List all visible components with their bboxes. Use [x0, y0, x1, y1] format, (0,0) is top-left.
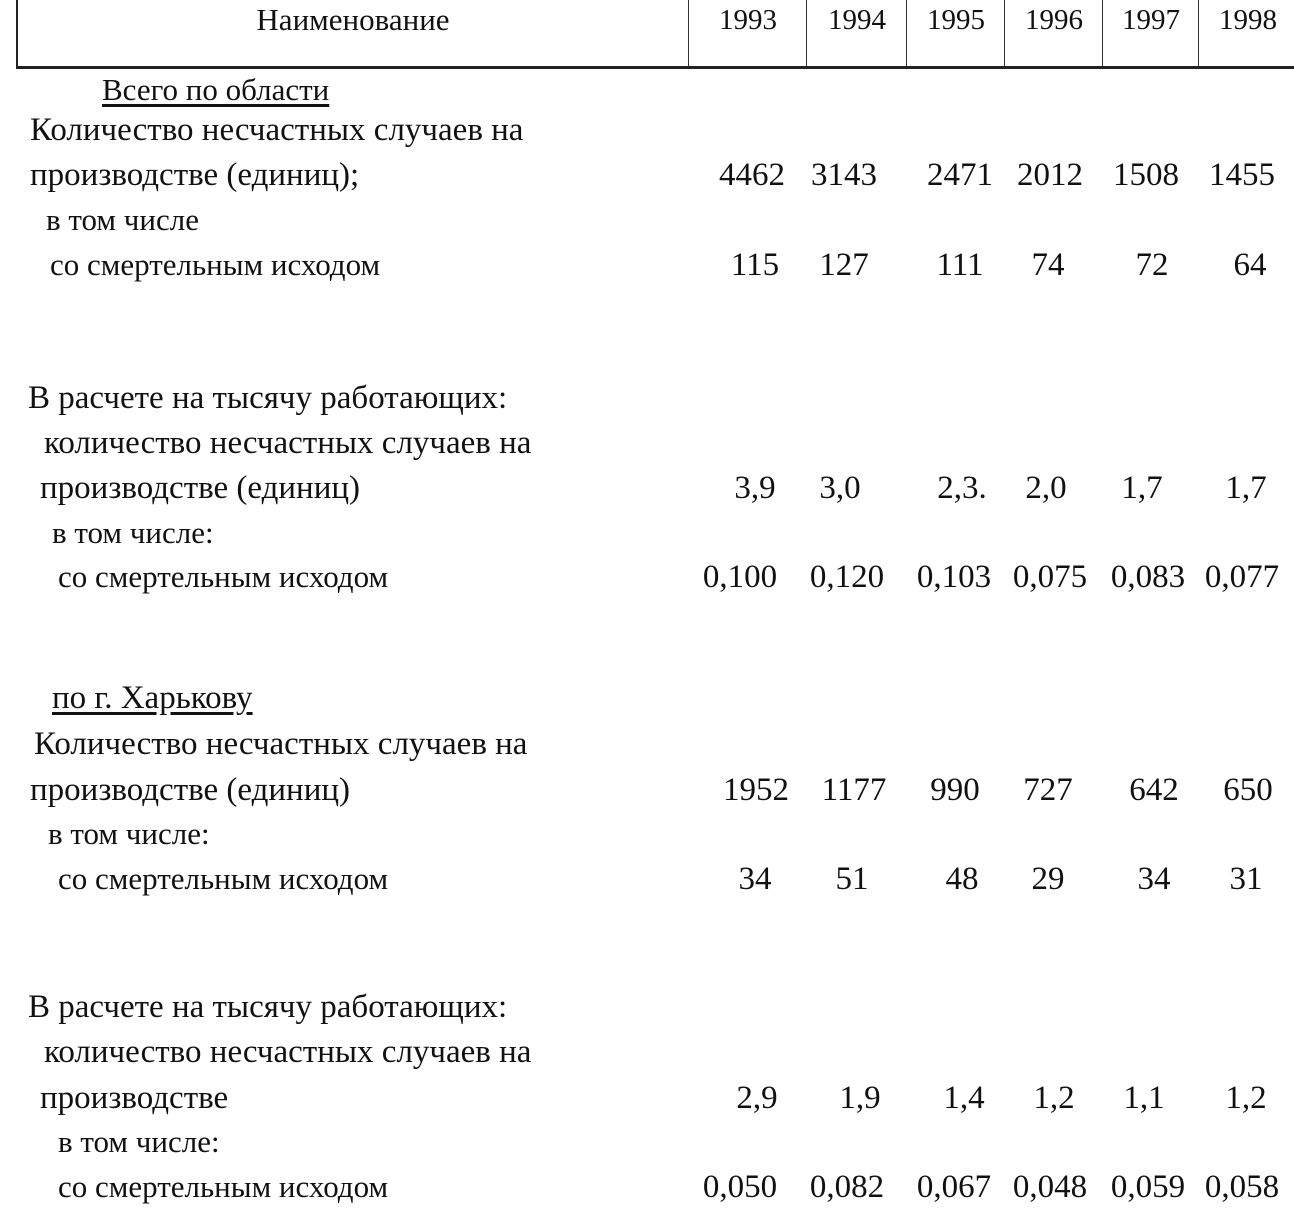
cell-1993: 3,9: [734, 470, 776, 506]
row-label: В расчете на тысячу работающих:: [28, 380, 508, 416]
cell-1997: 0,083: [1110, 559, 1186, 595]
row-label: со смертельным исходом: [58, 861, 389, 896]
cell-1994: 0,120: [809, 559, 885, 595]
header-year-text: 1995: [927, 4, 985, 36]
row-label: в том числе:: [58, 1124, 220, 1159]
cell-1995: 0,103: [916, 559, 992, 595]
cell-1996: 2,0: [1025, 470, 1067, 506]
cell-1995: 1,4: [943, 1080, 985, 1116]
header-year-1994: [806, 0, 907, 66]
cell-1994: 3,0: [819, 470, 861, 506]
table-row: [0, 198, 1294, 242]
row-label: в том числе: [46, 202, 199, 237]
header-year-1993: [688, 0, 807, 66]
cell-1998: 64: [1233, 247, 1267, 283]
cell-1995: 2471: [927, 157, 993, 193]
cell-1996: 0,048: [1012, 1169, 1088, 1205]
section-title-row: [0, 676, 1294, 720]
header-year-text: 1994: [828, 4, 886, 36]
cell-1993: 34: [738, 861, 772, 897]
section-title-row: [0, 68, 1294, 112]
row-label: Количество несчастных случаев на: [34, 726, 528, 762]
table-row: [0, 376, 1294, 420]
row-label: в том числе:: [52, 515, 214, 550]
cell-1996: 727: [1023, 772, 1073, 808]
row-label: в том числе:: [48, 816, 210, 851]
row-label: Количество несчастных случаев на: [30, 112, 524, 148]
cell-1998: 1455: [1209, 157, 1275, 193]
row-label: со смертельным исходом: [58, 559, 389, 594]
cell-1994: 127: [819, 247, 869, 283]
cell-1993: 0,100: [702, 559, 778, 595]
table-row: [0, 1030, 1294, 1074]
cell-1997: 1,1: [1123, 1080, 1165, 1116]
header-year-text: 1993: [719, 4, 777, 36]
cell-1996: 74: [1031, 247, 1065, 283]
table-row: [0, 243, 1294, 287]
cell-1998: 0,058: [1204, 1169, 1280, 1205]
table-row: [0, 768, 1294, 812]
cell-1997: 72: [1135, 247, 1169, 283]
cell-1998: 1,2: [1225, 1080, 1267, 1116]
section-title: по г. Харькову: [52, 680, 253, 716]
table-row: [0, 555, 1294, 599]
cell-1993: 2,9: [736, 1080, 778, 1116]
cell-1993: 0,050: [702, 1169, 778, 1205]
cell-1996: 1,2: [1033, 1080, 1075, 1116]
row-label: производстве (единиц): [30, 772, 351, 808]
cell-1997: 0,059: [1110, 1169, 1186, 1205]
header-name-text: Наименование: [256, 2, 450, 37]
cell-1995: 2,3.: [937, 470, 987, 506]
header-year-text: 1997: [1122, 4, 1180, 36]
cell-1998: 650: [1223, 772, 1273, 808]
table-row: [0, 108, 1294, 152]
table-row: [0, 985, 1294, 1029]
cell-1994: 51: [835, 861, 869, 897]
cell-1993: 1952: [723, 772, 789, 808]
cell-1994: 3143: [811, 157, 877, 193]
header-year-1997: [1102, 0, 1199, 66]
cell-1997: 642: [1129, 772, 1179, 808]
row-label: со смертельным исходом: [50, 247, 381, 282]
cell-1995: 48: [945, 861, 979, 897]
row-label: производстве (единиц): [40, 470, 361, 506]
table-row: [0, 466, 1294, 510]
cell-1995: 990: [930, 772, 980, 808]
row-label: производстве (единиц);: [30, 157, 360, 193]
header-year-text: 1998: [1219, 4, 1277, 36]
header-year-1996: [1004, 0, 1103, 66]
row-label: со смертельным исходом: [58, 1169, 389, 1204]
row-label: количество несчастных случаев на: [44, 425, 532, 461]
cell-1998: 31: [1229, 861, 1263, 897]
table-row: [0, 1165, 1294, 1209]
cell-1995: 0,067: [916, 1169, 992, 1205]
header-name: [18, 0, 688, 66]
cell-1997: 34: [1137, 861, 1171, 897]
table-row: [0, 153, 1294, 197]
table-row: [0, 722, 1294, 766]
table-row: [0, 857, 1294, 901]
section-title: Всего по области: [102, 72, 330, 107]
cell-1995: 111: [936, 247, 984, 283]
cell-1993: 4462: [719, 157, 785, 193]
cell-1997: 1,7: [1121, 470, 1163, 506]
row-label: В расчете на тысячу работающих:: [28, 989, 508, 1025]
header-year-1995: [906, 0, 1005, 66]
cell-1998: 0,077: [1204, 559, 1280, 595]
cell-1998: 1,7: [1225, 470, 1267, 506]
cell-1996: 2012: [1017, 157, 1083, 193]
cell-1996: 29: [1031, 861, 1065, 897]
cell-1994: 1177: [821, 772, 887, 808]
row-label: количество несчастных случаев на: [44, 1034, 532, 1070]
row-label: производстве: [40, 1080, 229, 1116]
header-year-1998: [1198, 0, 1294, 66]
cell-1993: 115: [730, 247, 780, 283]
table-row: [0, 1076, 1294, 1120]
table-row: [0, 1120, 1294, 1164]
cell-1994: 0,082: [809, 1169, 885, 1205]
cell-1996: 0,075: [1012, 559, 1088, 595]
cell-1997: 1508: [1113, 157, 1179, 193]
header-year-text: 1996: [1025, 4, 1083, 36]
table-header: [16, 0, 1294, 69]
table-row: [0, 511, 1294, 555]
cell-1994: 1,9: [839, 1080, 881, 1116]
table-row: [0, 812, 1294, 856]
table-row: [0, 421, 1294, 465]
